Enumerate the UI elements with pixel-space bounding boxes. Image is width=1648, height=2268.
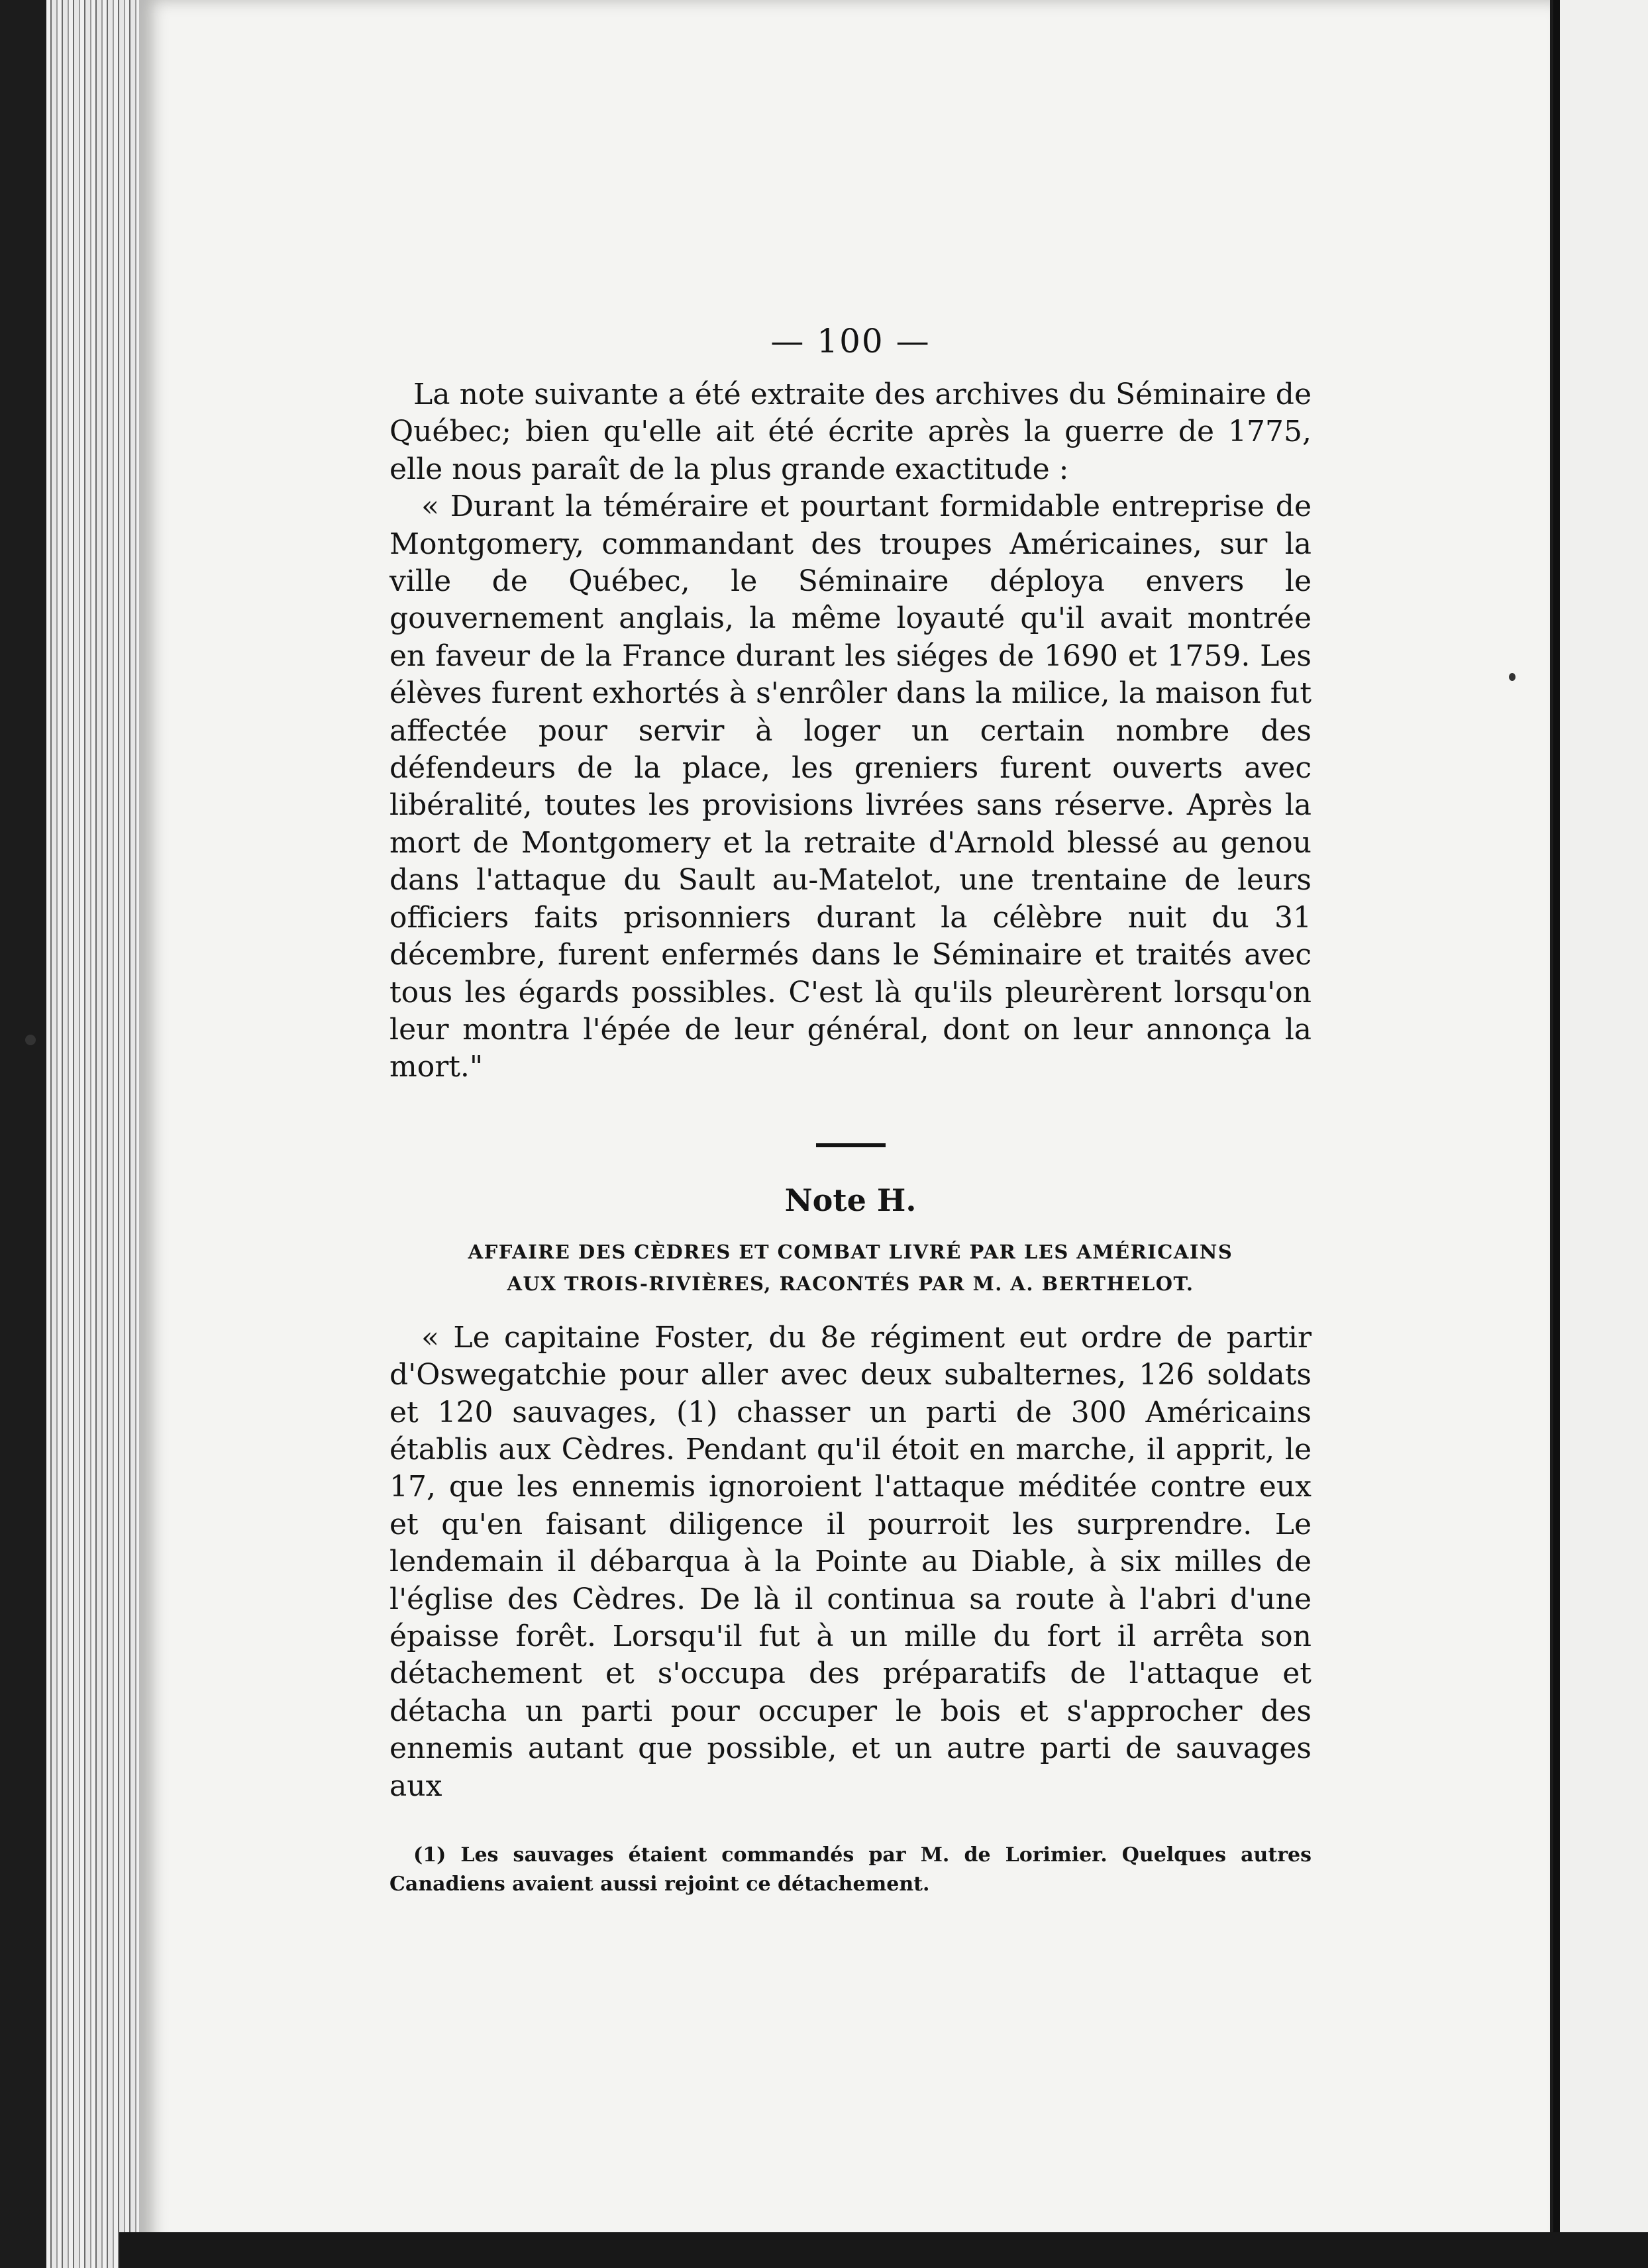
section-divider [816, 1143, 886, 1147]
footnote: (1) Les sauvages étaient commandés par M. de Lorimier. Quelques autres Canadiens avaient aussi rejoint ce détachement. [389, 1843, 1312, 1896]
page-number: — 100 — [770, 322, 931, 360]
note-title: Note H. [784, 1182, 917, 1218]
scan-bottom-border [119, 2232, 1648, 2268]
facing-page-edge [1553, 0, 1648, 2268]
section-heading-line: AUX TROIS-RIVIÈRES, RACONTÉS PAR M. A. BERTHELOT. [507, 1272, 1194, 1295]
section-heading [389, 1236, 1312, 1300]
quote-paragraph: « Durant la téméraire et pourtant formidable entreprise de Montgomery, commandant des troupes Américaines, sur la ville de Québec, le Séminaire déploya envers le gouvernement anglais, la même loyauté qu'il avait montrée en faveur de la France durant les siéges de 1690 et 1759. Les élèves furent exhortés à s'enrôler dans la milice, la maison fut affectée pour servir à loger un certain nombre des défendeurs de la place, les greniers furent ouverts avec libéralité, toutes les provisions livrées sans réserve. Après la mort de Montgomery et la retraite d'Arnold blessé au genou dans l'attaque du Sault au-Matelot, une trentaine de leurs officiers faits prisonniers durant la célèbre nuit du 31 décembre, furent enfermés dans le Séminaire et traités avec tous les égards possibles. C'est là qu'ils pleurèrent lorsqu'on leur montra l'épée de leur général, dont on leur annonça la mort." [389, 490, 1312, 1084]
section-heading-line: AFFAIRE DES CÈDRES ET COMBAT LIVRÉ PAR LES AMÉRICAINS [468, 1240, 1233, 1263]
page-text [389, 318, 1312, 1919]
intro-paragraph: La note suivante a été extraite des archives du Séminaire de Québec; bien qu'elle ait été écrite après la guerre de 1775, elle nous paraît de la plus grande exactitude : [389, 378, 1312, 486]
book-page-edges [46, 0, 152, 2268]
ink-spot [1509, 673, 1516, 681]
ink-spot [25, 1035, 36, 1045]
narrative-paragraph: « Le capitaine Foster, du 8e régiment eut ordre de partir d'Oswegatchie pour aller avec deux subalternes, 126 soldats et 120 sauvages, (1) chasser un parti de 300 Américains établis aux Cèdres. Pendant qu'il étoit en marche, il apprit, le 17, que les ennemis ignoroient l'attaque méditée contre eux et qu'en faisant diligence il pourroit les surprendre. Le lendemain il débarqua à la Pointe au Diable, à six milles de l'église des Cèdres. De là il continua sa route à l'abri d'une épaisse forêt. Lorsqu'il fut à un mille du fort il arrêta son détachement et s'occupa des préparatifs de l'attaque et détacha un parti pour occuper le bois et s'approcher des ennemis autant que possible, et un autre parti de sauvages aux [389, 1320, 1312, 1803]
